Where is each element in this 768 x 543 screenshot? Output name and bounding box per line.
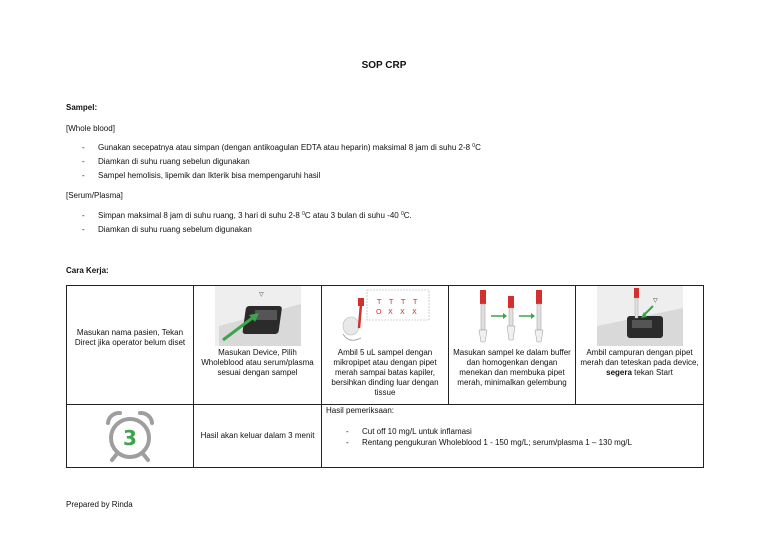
result-heading: Hasil pemeriksaan: [326, 406, 395, 415]
step-5-cell [576, 286, 704, 405]
svg-text:▽: ▽ [652, 297, 658, 304]
svg-text:X: X [400, 308, 405, 316]
timer-cell [67, 405, 194, 468]
step-2-text: Masukan Device, Pilih Wholeblood atau serum/plasma sesuai dengan sampel [201, 348, 314, 377]
svg-text:O: O [376, 308, 382, 316]
wait-cell [194, 405, 322, 468]
svg-text:T: T [401, 298, 406, 306]
step-4-text: Masukan sampel ke dalam buffer dan homogenkan dengan menekan dan membuka pipet merah, minimalkan gelembung [453, 348, 571, 387]
svg-text:X: X [388, 308, 393, 316]
wait-text: Hasil akan keluar dalam 3 menit [200, 431, 315, 440]
serum-plasma-label: [Serum/Plasma] [66, 191, 123, 200]
list-item: - Cut off 10 mg/L untuk inflamasi [346, 427, 472, 436]
svg-text:T: T [389, 298, 394, 306]
list-item: - Rentang pengukuran Wholeblood 1 - 150 mg/L; serum/plasma 1 – 130 mg/L [346, 438, 632, 447]
step-3-cell [322, 286, 449, 405]
insert-device-illustration [194, 286, 321, 348]
svg-text:▽: ▽ [258, 291, 264, 298]
page-title: SOP CRP [361, 60, 407, 71]
svg-text:T: T [413, 298, 418, 306]
step-1-cell [67, 286, 194, 405]
list-item: - Gunakan secepatnya atau simpan (dengan antikoagulan EDTA atau heparin) maksimal 8 jam di suhu 2-8 $^0$C [82, 143, 481, 152]
device-dropping-icon [597, 286, 683, 346]
whole-blood-label: [Whole blood] [66, 124, 115, 133]
list-item: - Diamkan di suhu ruang sebelun digunakan [82, 157, 250, 166]
buffer-mixing-icon [470, 286, 554, 346]
mixing-illustration [449, 286, 575, 348]
list-item: - Sampel hemolisis, lipemik dan Ikterik bisa mempengaruhi hasil [82, 171, 321, 180]
step-2-cell [194, 286, 322, 405]
step-3-text: Ambil 5 uL sampel dengan mikropipet atau dengan pipet merah sampai batas kapiler, bersihkan dinding luar dengan tissue [331, 348, 439, 397]
list-item: - Simpan maksimal 8 jam di suhu ruang, 3 hari di suhu 2-8 $^0$C atau 3 bulan di suhu -40 $^0$C. [82, 211, 412, 220]
svg-text:T: T [377, 298, 382, 306]
step-1-text: Masukan nama pasien, Tekan Direct jika operator belum diset [74, 328, 186, 347]
result-cell [322, 405, 704, 468]
procedure-table [66, 285, 704, 468]
pipette-sampling-icon [337, 286, 433, 346]
prepared-by: Prepared by Rinda [66, 500, 133, 509]
device-insert-icon [215, 286, 301, 346]
drop-on-device-illustration [576, 286, 703, 348]
step-4-cell [449, 286, 576, 405]
timer-number: 3 [123, 426, 137, 450]
cara-kerja-heading: Cara Kerja: [66, 266, 109, 275]
step-5-text: Ambil campuran dengan pipet merah dan teteskan pada device, segera tekan Start [580, 348, 699, 377]
sampel-heading: Sampel: [66, 103, 98, 112]
alarm-clock-icon [104, 409, 156, 463]
sampling-illustration [322, 286, 448, 348]
list-item: - Diamkan di suhu ruang sebelum digunakan [82, 225, 252, 234]
svg-text:X: X [412, 308, 417, 316]
